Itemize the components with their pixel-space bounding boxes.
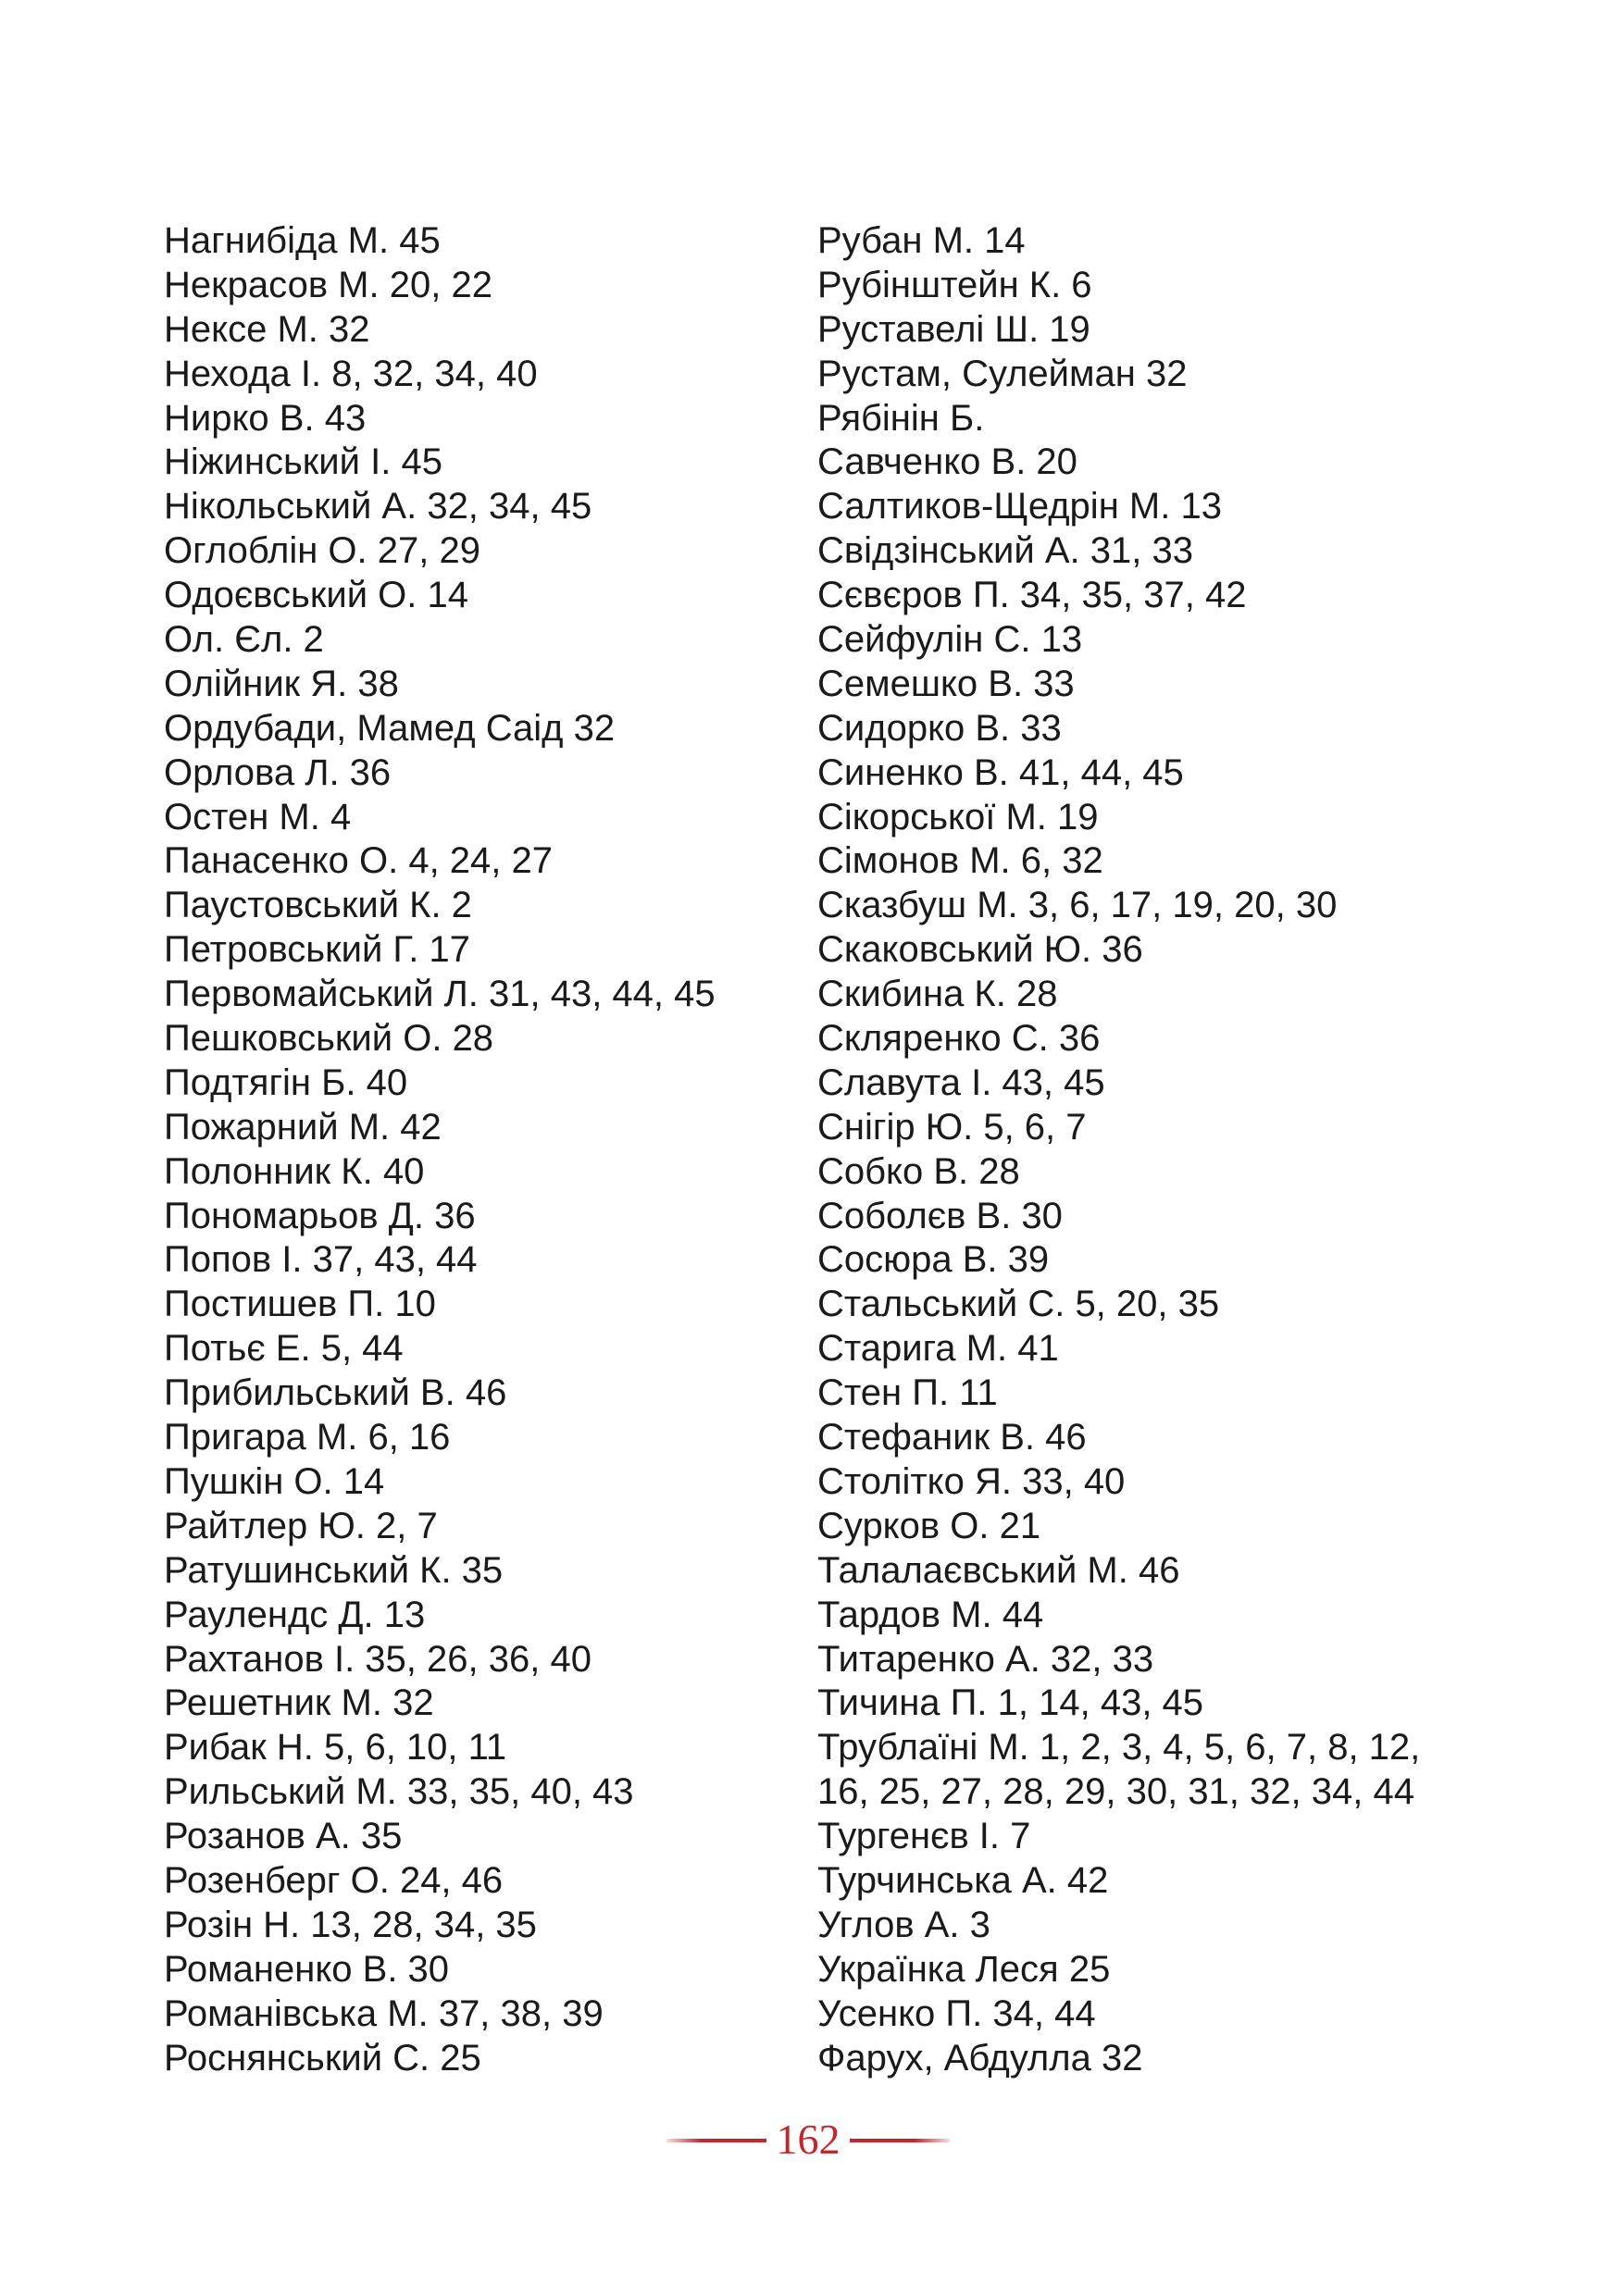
index-column-right (817, 219, 1420, 2080)
index-entry: Остен М. 4 (164, 796, 352, 838)
index-entry: Райтлер Ю. 2, 7 (164, 1505, 438, 1546)
index-entry: Нексе М. 32 (164, 308, 370, 350)
index-entry: Тургенєв І. 7 (817, 1816, 1031, 1857)
index-entry: Нехода І. 8, 32, 34, 40 (164, 353, 538, 394)
index-entry: Українка Леся 25 (817, 1948, 1111, 1990)
index-entry: Розенберг О. 24, 46 (164, 1859, 504, 1901)
index-entry: Столітко Я. 33, 40 (817, 1460, 1126, 1502)
index-entry: Ніжинський І. 45 (164, 441, 442, 483)
index-entry: Орлова Л. 36 (164, 751, 392, 793)
page-folio (0, 2112, 1619, 2167)
index-entry: Семешко В. 33 (817, 663, 1075, 704)
index-entry: Полонник К. 40 (164, 1150, 425, 1192)
index-entry: Фарух, Абдулла 32 (817, 2037, 1143, 2079)
index-entry: Сосюра В. 39 (817, 1239, 1050, 1281)
index-entry: Роснянський С. 25 (164, 2037, 481, 2079)
folio-rule-right (850, 2139, 950, 2142)
index-entry: Рябінін Б. (817, 397, 985, 439)
index-entry: Сказбуш М. 3, 6, 17, 19, 20, 30 (817, 885, 1338, 926)
index-entry: Рустам, Сулейман 32 (817, 353, 1188, 394)
folio-rule-left (666, 2139, 766, 2142)
index-entry: Трублаїні М. 1, 2, 3, 4, 5, 6, 7, 8, 12, (817, 1727, 1421, 1769)
index-entry: Пушкін О. 14 (164, 1460, 385, 1502)
index-entry: Рубан М. 14 (817, 220, 1026, 261)
page-number: 162 (776, 2116, 841, 2163)
index-entry: Рильський М. 33, 35, 40, 43 (164, 1771, 634, 1813)
index-entry: Паустовський К. 2 (164, 885, 472, 926)
index-entry: Решетник М. 32 (164, 1682, 434, 1724)
index-entry: Оглоблін О. 27, 29 (164, 530, 480, 572)
index-entry: Тичина П. 1, 14, 43, 45 (817, 1682, 1204, 1724)
index-column-left (164, 219, 716, 2080)
index-entry: Одоєвський О. 14 (164, 575, 469, 616)
index-entry: Розанов А. 35 (164, 1816, 403, 1857)
index-entry: Ол. Єл. 2 (164, 619, 324, 661)
index-entry: Углов А. 3 (817, 1904, 990, 1945)
index-entry: Усенко П. 34, 44 (817, 1992, 1096, 2034)
index-entry: Стальський С. 5, 20, 35 (817, 1284, 1220, 1325)
index-entry: Талалаєвський М. 46 (817, 1549, 1180, 1591)
index-entry: Савченко В. 20 (817, 441, 1077, 483)
index-entry: Романенко В. 30 (164, 1948, 450, 1990)
index-entry: Постишев П. 10 (164, 1284, 436, 1325)
index-entry: 16, 25, 27, 28, 29, 30, 31, 32, 34, 44 (817, 1771, 1414, 1813)
index-entry: Стен П. 11 (817, 1372, 998, 1414)
index-entry: Пономарьов Д. 36 (164, 1195, 476, 1236)
index-entry: Нікольський А. 32, 34, 45 (164, 486, 592, 527)
index-entry: Стефаник В. 46 (817, 1417, 1087, 1458)
index-entry: Попов І. 37, 43, 44 (164, 1239, 478, 1281)
index-entry: Сімонов М. 6, 32 (817, 840, 1103, 882)
index-entry: Пешковський О. 28 (164, 1018, 494, 1060)
index-entry: Славута І. 43, 45 (817, 1061, 1105, 1103)
index-entry: Подтягін Б. 40 (164, 1061, 408, 1103)
index-entry: Рахтанов І. 35, 26, 36, 40 (164, 1638, 592, 1680)
index-entry: Сікорської М. 19 (817, 796, 1099, 838)
index-entry: Тардов М. 44 (817, 1594, 1044, 1635)
index-entry: Собко В. 28 (817, 1150, 1020, 1192)
index-entry: Сурков О. 21 (817, 1505, 1041, 1546)
index-entry: Ордубади, Мамед Саід 32 (164, 707, 616, 749)
index-entry: Скибина К. 28 (817, 974, 1058, 1015)
index-entry: Рибак Н. 5, 6, 10, 11 (164, 1727, 507, 1769)
index-entry: Сидорко В. 33 (817, 707, 1062, 749)
index-entry: Скляренко С. 36 (817, 1018, 1101, 1060)
index-entry: Турчинська А. 42 (817, 1859, 1109, 1901)
index-entry: Старига М. 41 (817, 1328, 1059, 1370)
index-entry: Пригара М. 6, 16 (164, 1417, 451, 1458)
index-entry: Синенко В. 41, 44, 45 (817, 751, 1184, 793)
index-entry: Нагнибіда М. 45 (164, 220, 441, 261)
index-entry: Пожарний М. 42 (164, 1106, 442, 1148)
index-entry: Раулендс Д. 13 (164, 1594, 426, 1635)
index-entry: Сейфулін С. 13 (817, 619, 1083, 661)
index-entry: Рубінштейн К. 6 (817, 264, 1092, 305)
index-entry: Романівська М. 37, 38, 39 (164, 1992, 604, 2034)
index-entry: Олійник Я. 38 (164, 663, 399, 704)
index-entry: Розін Н. 13, 28, 34, 35 (164, 1904, 537, 1945)
index-entry: Первомайський Л. 31, 43, 44, 45 (164, 974, 716, 1015)
index-entry: Петровський Г. 17 (164, 929, 470, 971)
index-entry: Скаковський Ю. 36 (817, 929, 1143, 971)
index-entry: Свідзінський А. 31, 33 (817, 530, 1193, 572)
index-entry: Сєвєров П. 34, 35, 37, 42 (817, 575, 1247, 616)
index-entry: Ратушинський К. 35 (164, 1549, 504, 1591)
index-entry: Потьє Е. 5, 44 (164, 1328, 404, 1370)
index-entry: Соболєв В. 30 (817, 1195, 1063, 1236)
index-entry: Некрасов М. 20, 22 (164, 264, 492, 305)
index-entry: Салтиков-Щедрін М. 13 (817, 486, 1222, 527)
index-entry: Прибильський В. 46 (164, 1372, 507, 1414)
index-entry: Панасенко О. 4, 24, 27 (164, 840, 553, 882)
index-entry: Руставелі Ш. 19 (817, 308, 1090, 350)
index-entry: Снігір Ю. 5, 6, 7 (817, 1106, 1087, 1148)
index-entry: Титаренко А. 32, 33 (817, 1638, 1154, 1680)
index-entry: Нирко В. 43 (164, 397, 367, 439)
